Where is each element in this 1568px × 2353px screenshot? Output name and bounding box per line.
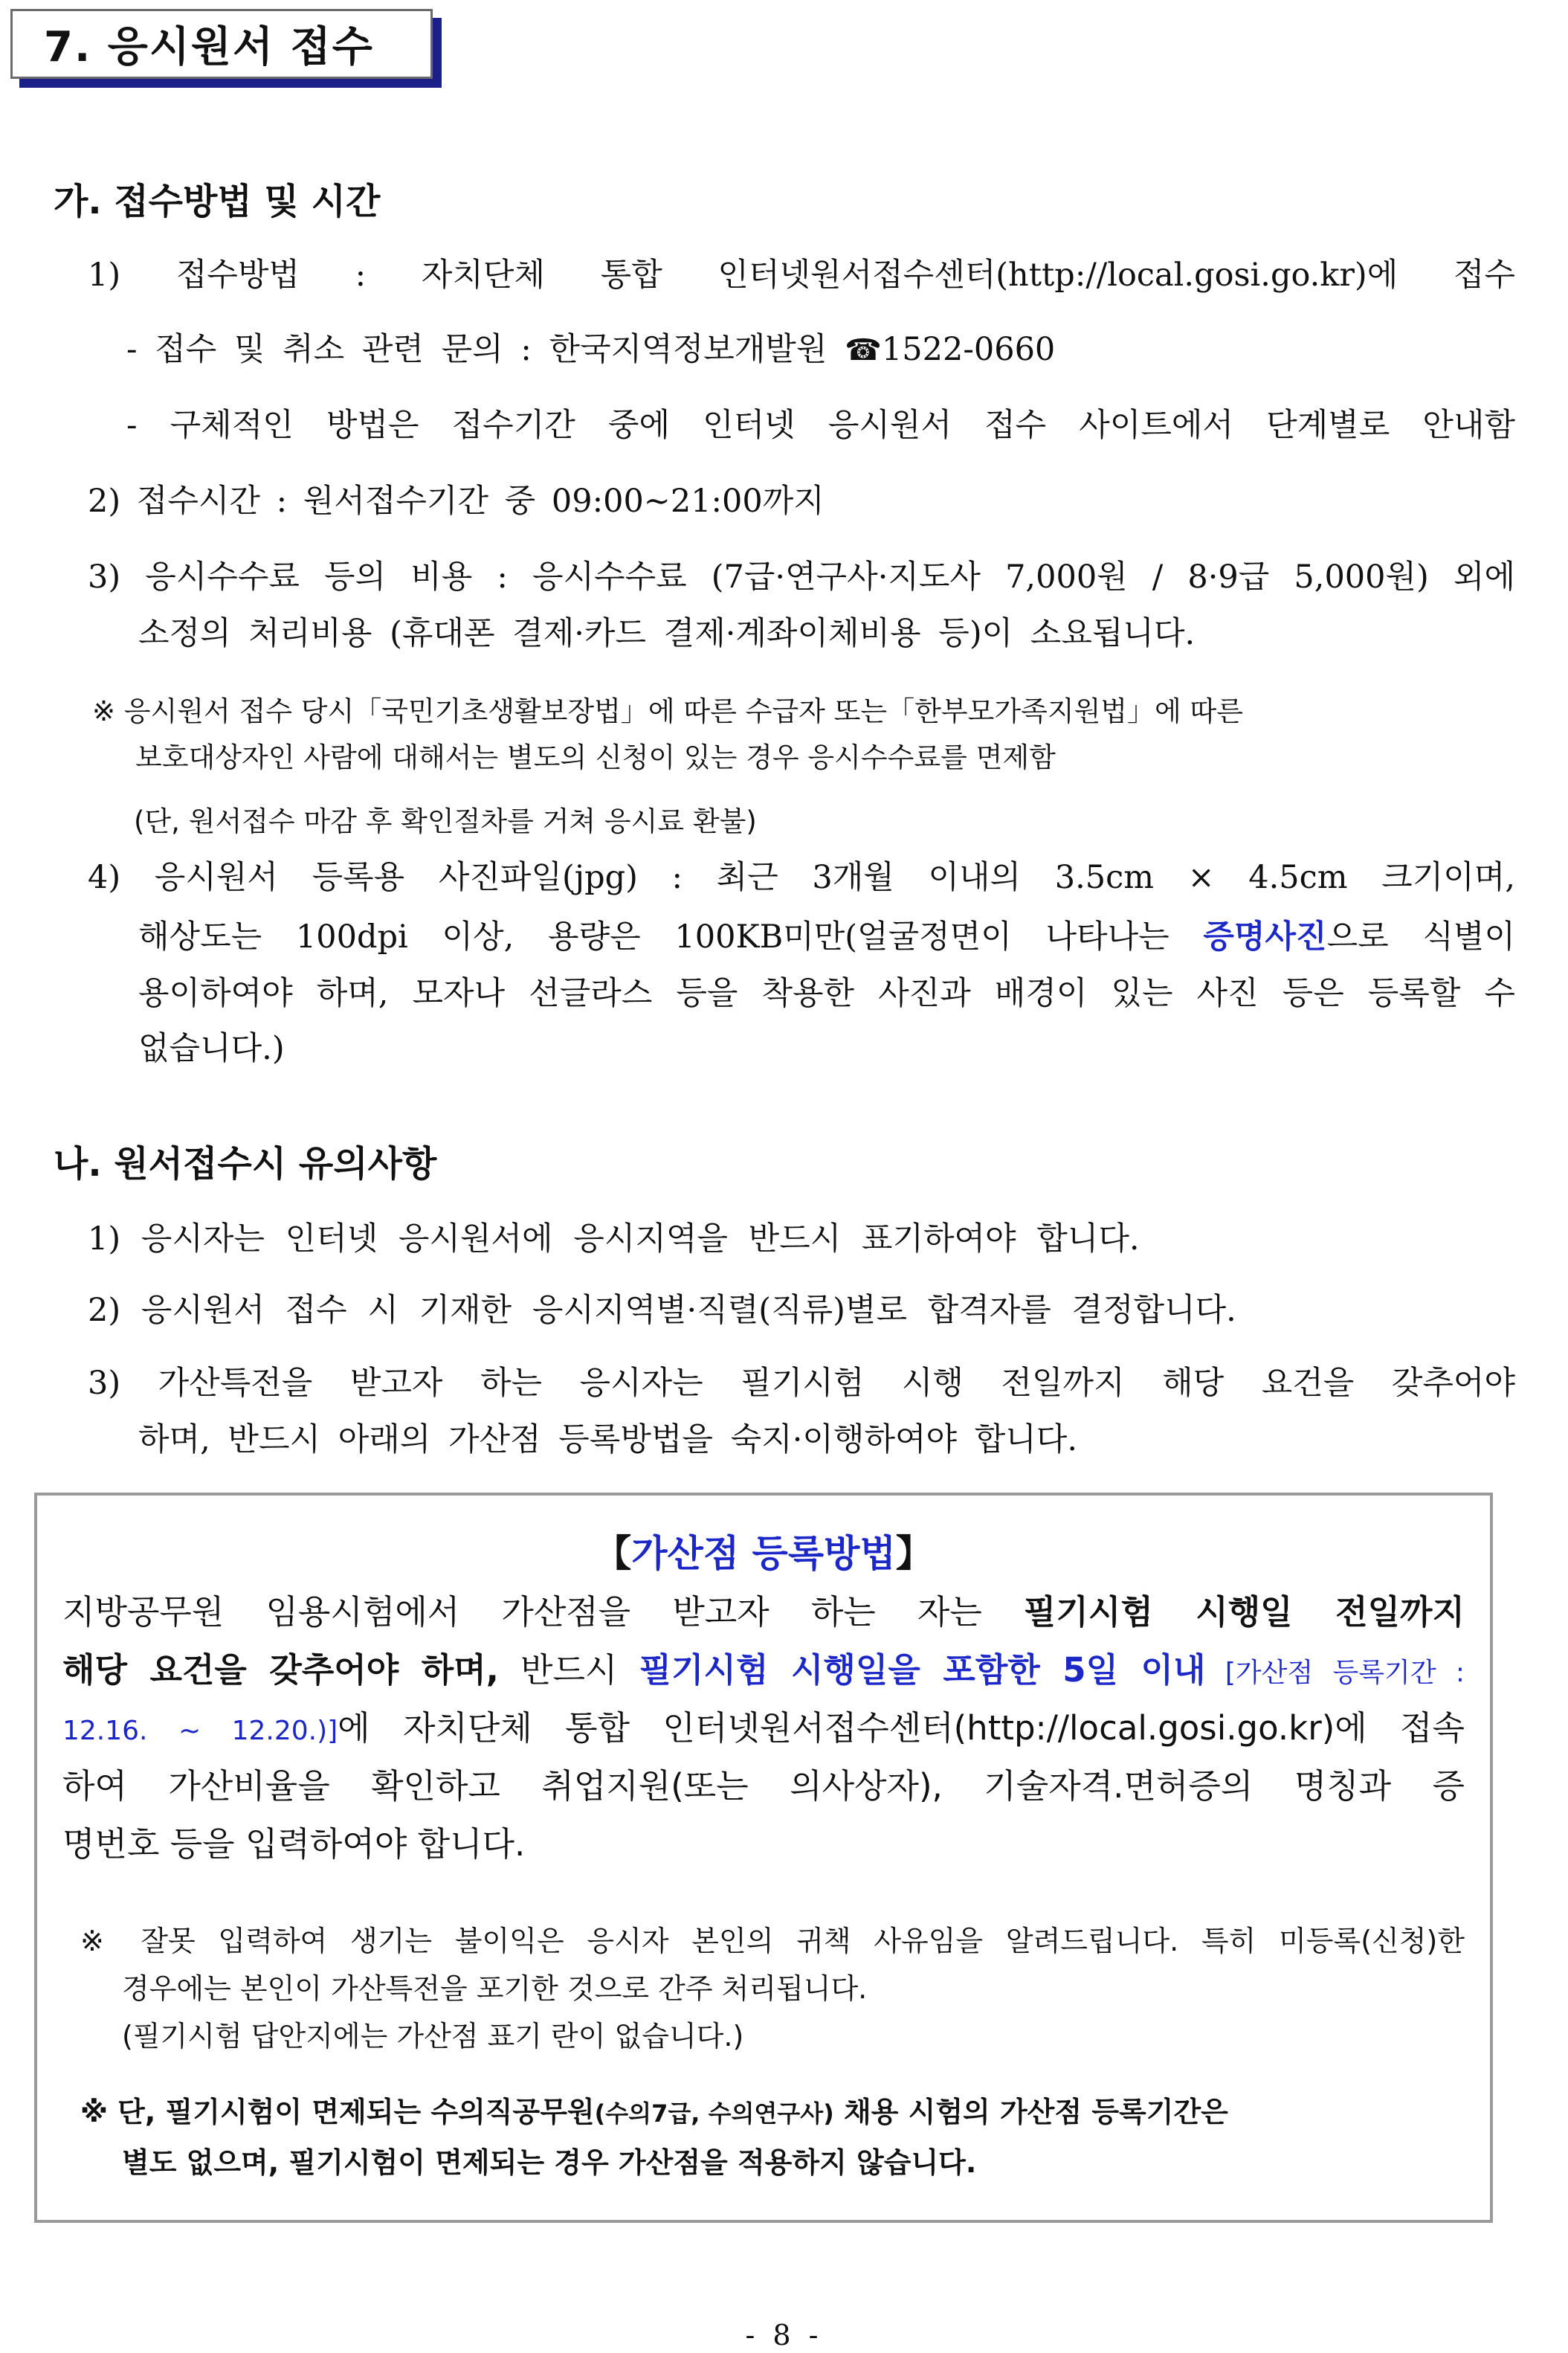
chapter-title-box xyxy=(10,9,433,79)
box-title xyxy=(37,1524,1490,1577)
box-line3 xyxy=(62,1701,1465,1749)
box-title-text: 가산점 등록방법 xyxy=(631,1532,896,1575)
section-a-item3-line1: 3) 응시수수료 등의 비용 : 응시수수료 (7급·연구사·지도사 7,000원 / 8·9급 5,000원) 외에 xyxy=(88,559,1515,596)
bonus-points-box xyxy=(34,1493,1493,2223)
section-a-item4-line1: 4) 응시원서 등록용 사진파일(jpg) : 최근 3개월 이내의 3.5cm × 4.5cm 크기이며, xyxy=(88,859,1515,896)
section-b-item1: 1) 응시자는 인터넷 응시원서에 응시지역을 반드시 표기하여야 합니다. xyxy=(88,1220,1140,1258)
box-title-bracket-close: 】 xyxy=(895,1532,933,1575)
phone-icon: ☎ xyxy=(845,333,882,367)
item4-text-a: 해상도는 100dpi 이상, 용량은 100KB미만(얼굴정면이 나타나는 xyxy=(138,918,1204,956)
box-line5: 명번호 등을 입력하여야 합니다. xyxy=(62,1824,526,1864)
section-a-item3-line2: 소정의 처리비용 (휴대폰 결제·카드 결제·계좌이체비용 등)이 소요됩니다. xyxy=(138,615,1196,652)
item4-text-b: 으로 식별이 xyxy=(1326,918,1516,956)
box-line2-text: 반드시 xyxy=(498,1650,639,1690)
box-note1-line2: 경우에는 본인이 가산특전을 포기한 것으로 간주 처리됩니다. xyxy=(122,1972,868,2005)
section-b-item3-line1: 3) 가산특전을 받고자 하는 응시자는 필기시험 시행 전일까지 해당 요건을 갖추어야 xyxy=(88,1365,1515,1402)
section-a-item4-line4: 없습니다.) xyxy=(138,1030,285,1067)
section-a-heading: 가. 접수방법 및 시간 xyxy=(54,181,381,222)
box-note2-line1 xyxy=(80,2089,1228,2130)
box-line3-period-dates: 12.16. ~ 12.20.)] xyxy=(62,1716,338,1746)
section-a-item4-line3: 용이하여야 하며, 모자나 선글라스 등을 착용한 사진과 배경이 있는 사진 등은 등록할 수 xyxy=(138,975,1515,1012)
section-a-note-line3: (단, 원서접수 마감 후 확인절차를 거쳐 응시료 환불) xyxy=(134,805,757,837)
box-note1-line3: (필기시험 답안지에는 가산점 표기 란이 없습니다.) xyxy=(122,2020,744,2053)
section-b-heading: 나. 원서접수시 유의사항 xyxy=(54,1143,437,1185)
box-title-bracket-open: 【 xyxy=(594,1532,632,1575)
chapter-title: 7. 응시원서 접수 xyxy=(44,23,374,71)
section-a-note-line2: 보호대상자인 사람에 대해서는 별도의 신청이 있는 경우 응시수수료를 면제함 xyxy=(135,741,1056,773)
box-note1-line1: ※ 잘못 입력하여 생기는 불이익은 응시자 본인의 귀책 사유임을 알려드립니다. 특히 미등록(신청)한 xyxy=(80,1925,1465,1957)
box-note2-small: (수의7급, 수의연구사) xyxy=(594,2099,834,2128)
box-line1-bold: 필기시험 시행일 전일까지 xyxy=(1023,1592,1465,1632)
box-line2-period-label: [가산점 등록기간 : xyxy=(1205,1658,1465,1688)
box-note2-line2: 별도 없으며, 필기시험이 면제되는 경우 가산점을 적용하지 않습니다. xyxy=(122,2146,977,2179)
box-line3-text: 에 자치단체 통합 인터넷원서접수센터(http://local.gosi.go.kr)에 접속 xyxy=(338,1708,1465,1748)
box-line1 xyxy=(62,1585,1465,1633)
box-note2-text-b: 채용 시험의 가산점 등록기간은 xyxy=(833,2096,1228,2128)
box-note2-text-a: ※ 단, 필기시험이 면제되는 수의직공무원 xyxy=(80,2096,595,2128)
section-b-item2: 2) 응시원서 접수 시 기재한 응시지역별·직렬(직류)별로 합격자를 결정합니다. xyxy=(88,1292,1236,1329)
box-line1-text: 지방공무원 임용시험에서 가산점을 받고자 하는 자는 xyxy=(62,1592,1024,1632)
page-number: - 8 - xyxy=(745,2319,823,2352)
box-line2 xyxy=(62,1643,1465,1691)
section-a-item1-sub1 xyxy=(126,324,1055,370)
section-a-item1: 1) 접수방법 : 자치단체 통합 인터넷원서접수센터(http://local.gosi.go.kr)에 접수 xyxy=(88,257,1515,294)
box-line4: 하여 가산비율을 확인하고 취업지원(또는 의사상자), 기술자격.면허증의 명칭과 증 xyxy=(62,1766,1465,1806)
id-photo-highlight: 증명사진 xyxy=(1203,918,1327,956)
section-a-item2: 2) 접수시간 : 원서접수기간 중 09:00∼21:00까지 xyxy=(88,483,825,520)
chapter-title-frame xyxy=(10,9,433,79)
section-a-item4-line2 xyxy=(138,912,1515,957)
box-line2-bold: 해당 요건을 갖추어야 하며, xyxy=(62,1650,499,1690)
section-a-item1-sub2: - 구체적인 방법은 접수기간 중에 인터넷 응시원서 접수 사이트에서 단계별로 안내함 xyxy=(126,407,1515,444)
inquiry-text: - 접수 및 취소 관련 문의 : 한국지역정보개발원 xyxy=(126,331,845,368)
section-a-note-line1: ※ 응시원서 접수 당시「국민기초생활보장법」에 따른 수급자 또는「한부모가족지원법」에 따른 xyxy=(92,695,1244,727)
box-line2-highlight: 필기시험 시행일을 포함한 5일 이내 xyxy=(639,1650,1206,1690)
inquiry-phone: 1522-0660 xyxy=(881,331,1056,368)
section-b-item3-line2: 하며, 반드시 아래의 가산점 등록방법을 숙지·이행하여야 합니다. xyxy=(138,1421,1078,1458)
